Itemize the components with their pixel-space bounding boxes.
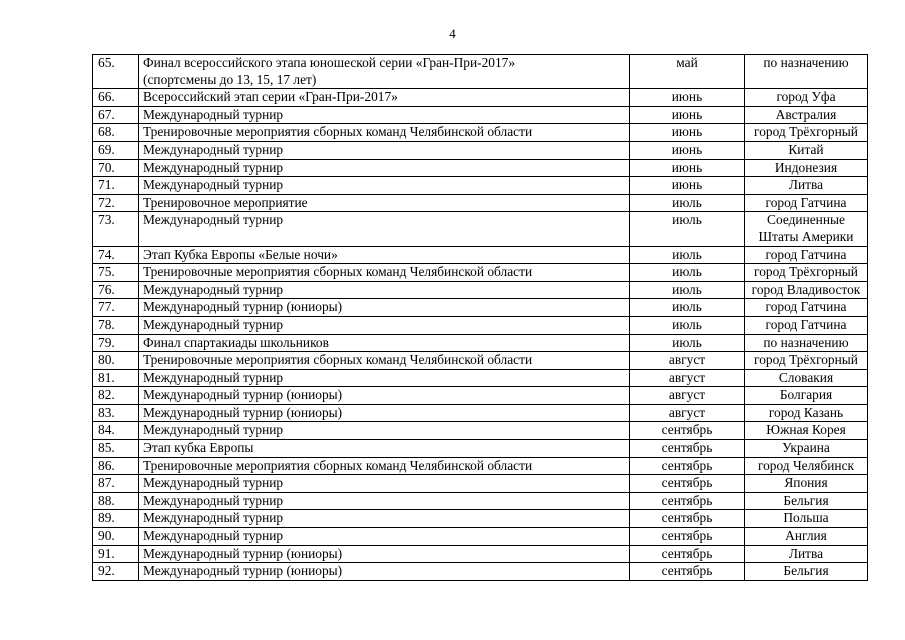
row-number: 74. — [93, 246, 139, 264]
table-row — [93, 422, 868, 440]
event-name-line: Международный турнир — [143, 316, 284, 332]
event-location-cell — [745, 352, 868, 370]
event-name-line: Тренировочные мероприятия сборных команд Челябинской области — [143, 352, 533, 368]
event-location-cell — [745, 510, 868, 528]
event-location-cell — [745, 212, 868, 246]
row-number: 92. — [93, 563, 139, 581]
event-name-line: Международный турнир — [143, 106, 284, 122]
event-location-line: город Трёхгорный — [754, 264, 858, 280]
event-month: сентябрь — [630, 492, 745, 510]
event-location-cell — [745, 106, 868, 124]
event-month: июль — [630, 212, 745, 246]
event-month: июнь — [630, 89, 745, 107]
row-number: 75. — [93, 264, 139, 282]
event-name-line: Международный турнир (юниоры) — [143, 563, 343, 579]
event-month: август — [630, 352, 745, 370]
row-number: 82. — [93, 387, 139, 405]
row-number: 88. — [93, 492, 139, 510]
event-name-line: Финал спартакиады школьников — [143, 334, 329, 350]
event-name-cell — [139, 159, 630, 177]
event-name-line: Этап Кубка Европы «Белые ночи» — [143, 246, 338, 262]
row-number: 90. — [93, 528, 139, 546]
table-row — [93, 404, 868, 422]
event-location-cell — [745, 159, 868, 177]
table-row — [93, 194, 868, 212]
event-location-cell — [745, 89, 868, 107]
table-row — [93, 528, 868, 546]
event-location-cell — [745, 124, 868, 142]
table-row — [93, 369, 868, 387]
event-name-line: Этап кубка Европы — [143, 440, 254, 456]
table-row — [93, 124, 868, 142]
event-location-line: Болгария — [779, 387, 833, 403]
table-row — [93, 106, 868, 124]
event-month: сентябрь — [630, 563, 745, 581]
event-name-line: Международный турнир (юниоры) — [143, 404, 343, 420]
event-month: июль — [630, 316, 745, 334]
event-name-cell — [139, 387, 630, 405]
event-name-cell — [139, 334, 630, 352]
event-month: сентябрь — [630, 457, 745, 475]
event-name-cell — [139, 194, 630, 212]
event-month: сентябрь — [630, 510, 745, 528]
event-month: сентябрь — [630, 440, 745, 458]
event-location-line: Соединенные — [767, 212, 845, 228]
event-location-line: город Челябинск — [757, 457, 855, 473]
event-name-line: Международный турнир (юниоры) — [143, 387, 343, 403]
event-name-line: Международный турнир — [143, 475, 284, 491]
events-table-body — [93, 55, 868, 581]
event-location-line: Украина — [782, 440, 830, 456]
table-row — [93, 563, 868, 581]
event-location-cell — [745, 246, 868, 264]
table-row — [93, 177, 868, 195]
row-number: 71. — [93, 177, 139, 195]
event-name-cell — [139, 316, 630, 334]
event-name-line: Всероссийский этап серии «Гран-При-2017» — [143, 89, 398, 105]
event-month: август — [630, 404, 745, 422]
table-row — [93, 387, 868, 405]
event-location-line: Южная Корея — [766, 422, 846, 438]
event-location-line: Индонезия — [774, 159, 838, 175]
row-number: 67. — [93, 106, 139, 124]
table-row — [93, 246, 868, 264]
row-number: 78. — [93, 316, 139, 334]
event-name-line: Тренировочные мероприятия сборных команд Челябинской области — [143, 264, 533, 280]
event-month: июль — [630, 264, 745, 282]
event-name-line: Международный турнир — [143, 141, 284, 157]
table-row — [93, 159, 868, 177]
event-name-cell — [139, 475, 630, 493]
event-location-cell — [745, 264, 868, 282]
event-name-cell — [139, 545, 630, 563]
table-row — [93, 55, 868, 89]
event-name-line: Международный турнир — [143, 159, 284, 175]
event-location-line: город Гатчина — [765, 316, 847, 332]
event-location-cell — [745, 281, 868, 299]
event-name-line: Международный турнир — [143, 212, 284, 228]
event-name-line: Международный турнир — [143, 177, 284, 193]
event-location-line: город Владивосток — [751, 281, 861, 297]
event-location-cell — [745, 316, 868, 334]
event-name-line: Международный турнир — [143, 492, 284, 508]
event-name-cell — [139, 369, 630, 387]
event-name-cell — [139, 264, 630, 282]
events-table — [92, 54, 868, 581]
event-month: июль — [630, 281, 745, 299]
event-name-cell — [139, 55, 630, 89]
table-row — [93, 264, 868, 282]
event-location-cell — [745, 387, 868, 405]
event-name-line: Международный турнир — [143, 422, 284, 438]
row-number: 76. — [93, 281, 139, 299]
row-number: 65. — [93, 55, 139, 89]
event-month: июль — [630, 246, 745, 264]
event-location-line: город Уфа — [776, 89, 836, 105]
row-number: 80. — [93, 352, 139, 370]
event-location-cell — [745, 177, 868, 195]
event-location-line: город Трёхгорный — [754, 124, 858, 140]
event-name-cell — [139, 281, 630, 299]
event-location-line: Словакия — [778, 369, 834, 385]
event-location-cell — [745, 141, 868, 159]
event-name-cell — [139, 177, 630, 195]
event-location-line: Япония — [784, 475, 828, 491]
table-row — [93, 492, 868, 510]
row-number: 68. — [93, 124, 139, 142]
page-number: 4 — [449, 26, 456, 41]
event-location-line: город Трёхгорный — [754, 352, 858, 368]
event-location-line: Австралия — [775, 106, 837, 122]
event-name-cell — [139, 124, 630, 142]
event-name-line: Тренировочные мероприятия сборных команд Челябинской области — [143, 124, 533, 140]
event-name-cell — [139, 492, 630, 510]
event-name-line: Международный турнир — [143, 528, 284, 544]
event-month: сентябрь — [630, 422, 745, 440]
event-name-cell — [139, 141, 630, 159]
event-location-cell — [745, 563, 868, 581]
table-row — [93, 545, 868, 563]
event-month: июль — [630, 334, 745, 352]
event-month: июнь — [630, 141, 745, 159]
row-number: 87. — [93, 475, 139, 493]
row-number: 79. — [93, 334, 139, 352]
event-month: сентябрь — [630, 545, 745, 563]
event-name-line: Международный турнир (юниоры) — [143, 299, 343, 315]
event-name-cell — [139, 440, 630, 458]
event-location-cell — [745, 457, 868, 475]
table-row — [93, 475, 868, 493]
table-row — [93, 299, 868, 317]
table-row — [93, 316, 868, 334]
event-location-cell — [745, 475, 868, 493]
table-row — [93, 281, 868, 299]
event-name-line: Международный турнир (юниоры) — [143, 545, 343, 561]
row-number: 91. — [93, 545, 139, 563]
event-month: июль — [630, 194, 745, 212]
event-name-line: Финал всероссийского этапа юношеской серии «Гран-При-2017» — [143, 55, 516, 70]
event-location-line: по назначению — [763, 334, 849, 350]
table-row — [93, 510, 868, 528]
event-name-cell — [139, 89, 630, 107]
event-location-cell — [745, 299, 868, 317]
event-location-cell — [745, 194, 868, 212]
row-number: 83. — [93, 404, 139, 422]
event-name-cell — [139, 106, 630, 124]
event-location-cell — [745, 334, 868, 352]
event-month: май — [630, 55, 745, 89]
row-number: 72. — [93, 194, 139, 212]
event-name-cell — [139, 352, 630, 370]
event-location-line: Англия — [785, 528, 827, 544]
event-location-line: Литва — [788, 177, 824, 193]
event-location-line: Штаты Америки — [758, 228, 854, 244]
table-row — [93, 212, 868, 246]
event-location-cell — [745, 545, 868, 563]
table-row — [93, 89, 868, 107]
event-location-line: Бельгия — [783, 492, 829, 508]
event-location-cell — [745, 528, 868, 546]
event-month: июнь — [630, 124, 745, 142]
row-number: 70. — [93, 159, 139, 177]
table-row — [93, 352, 868, 370]
event-location-cell — [745, 440, 868, 458]
table-row — [93, 440, 868, 458]
event-location-cell — [745, 492, 868, 510]
event-name-line: (спортсмены до 13, 15, 17 лет) — [143, 71, 317, 87]
row-number: 69. — [93, 141, 139, 159]
event-name-line: Международный турнир — [143, 281, 284, 297]
event-name-cell — [139, 212, 630, 246]
event-name-cell — [139, 299, 630, 317]
event-location-line: Китай — [788, 141, 824, 157]
event-name-line: Тренировочные мероприятия сборных команд Челябинской области — [143, 457, 533, 473]
row-number: 89. — [93, 510, 139, 528]
row-number: 84. — [93, 422, 139, 440]
event-name-line: Международный турнир — [143, 369, 284, 385]
event-month: сентябрь — [630, 475, 745, 493]
table-row — [93, 141, 868, 159]
row-number: 81. — [93, 369, 139, 387]
event-location-line: город Гатчина — [765, 246, 847, 262]
event-name-line: Международный турнир — [143, 510, 284, 526]
event-name-line: Тренировочное мероприятие — [143, 194, 308, 210]
event-month: август — [630, 369, 745, 387]
event-month: июнь — [630, 177, 745, 195]
row-number: 73. — [93, 212, 139, 246]
table-row — [93, 457, 868, 475]
event-month: август — [630, 387, 745, 405]
event-location-line: Польша — [783, 510, 829, 526]
row-number: 77. — [93, 299, 139, 317]
row-number: 66. — [93, 89, 139, 107]
event-name-cell — [139, 404, 630, 422]
row-number: 86. — [93, 457, 139, 475]
event-location-cell — [745, 404, 868, 422]
event-name-cell — [139, 528, 630, 546]
event-location-cell — [745, 422, 868, 440]
event-location-line: Бельгия — [783, 563, 829, 579]
event-month: сентябрь — [630, 528, 745, 546]
event-location-cell — [745, 369, 868, 387]
event-location-line: по назначению — [763, 55, 849, 70]
event-name-cell — [139, 510, 630, 528]
event-month: июнь — [630, 106, 745, 124]
event-location-cell — [745, 55, 868, 89]
event-name-cell — [139, 457, 630, 475]
event-location-line: Литва — [788, 545, 824, 561]
event-location-line: город Гатчина — [765, 299, 847, 315]
event-month: июнь — [630, 159, 745, 177]
event-location-line: город Казань — [768, 404, 844, 420]
event-name-cell — [139, 563, 630, 581]
event-name-cell — [139, 246, 630, 264]
event-name-cell — [139, 422, 630, 440]
event-location-line: город Гатчина — [765, 194, 847, 210]
row-number: 85. — [93, 440, 139, 458]
table-row — [93, 334, 868, 352]
event-month: июль — [630, 299, 745, 317]
